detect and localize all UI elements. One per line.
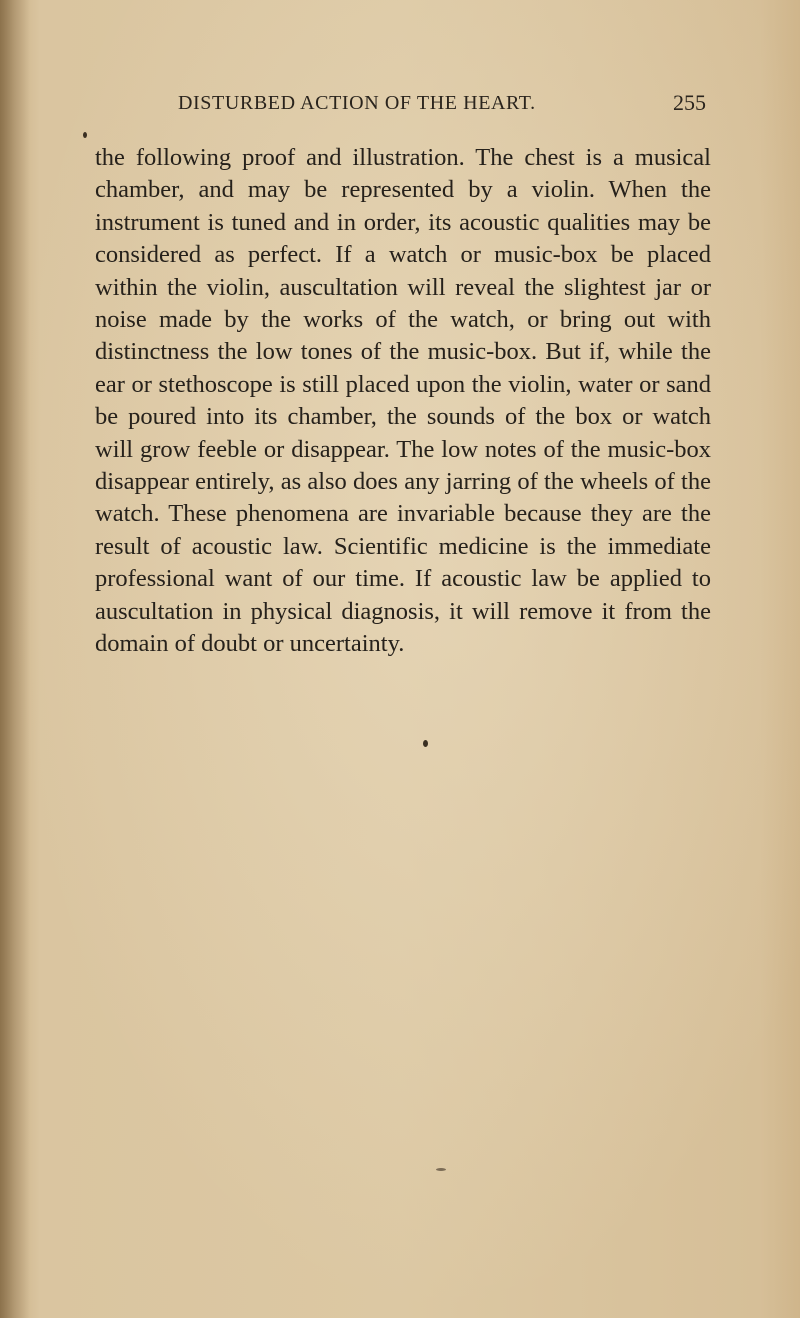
running-head: DISTURBED ACTION OF THE HEART. xyxy=(178,92,536,114)
page-number: 255 xyxy=(673,90,706,115)
body-paragraph: the following proof and illustration. The chest is a musical chamber, and may be represented by a violin. When the instrument is tuned and in order, its acoustic qualities may be considered as perfect. If a watch or music-box be placed within the violin, auscultation will reveal the slightest jar or noise made by the works of the watch, or bring out with distinctness the low tones of the music-box. But if, while the ear or stethoscope is still placed upon the violin, water or sand be poured into its chamber, the sounds of the box or watch will grow feeble or disappear. The low notes of the music-box disappear entirely, as also does any jarring of the wheels of the watch. These phenomena are invariable because they are the result of acoustic law. Scientific medicine is the immediate professional want of our time. If acoustic law be applied to auscultation in physical diagnosis, it will remove it from the domain of doubt or uncertainty. xyxy=(95,144,711,658)
page-header xyxy=(178,92,706,122)
spine-shadow xyxy=(0,0,30,1318)
ink-speck xyxy=(423,740,428,747)
ink-speck xyxy=(83,132,87,138)
ink-speck xyxy=(436,1168,446,1171)
